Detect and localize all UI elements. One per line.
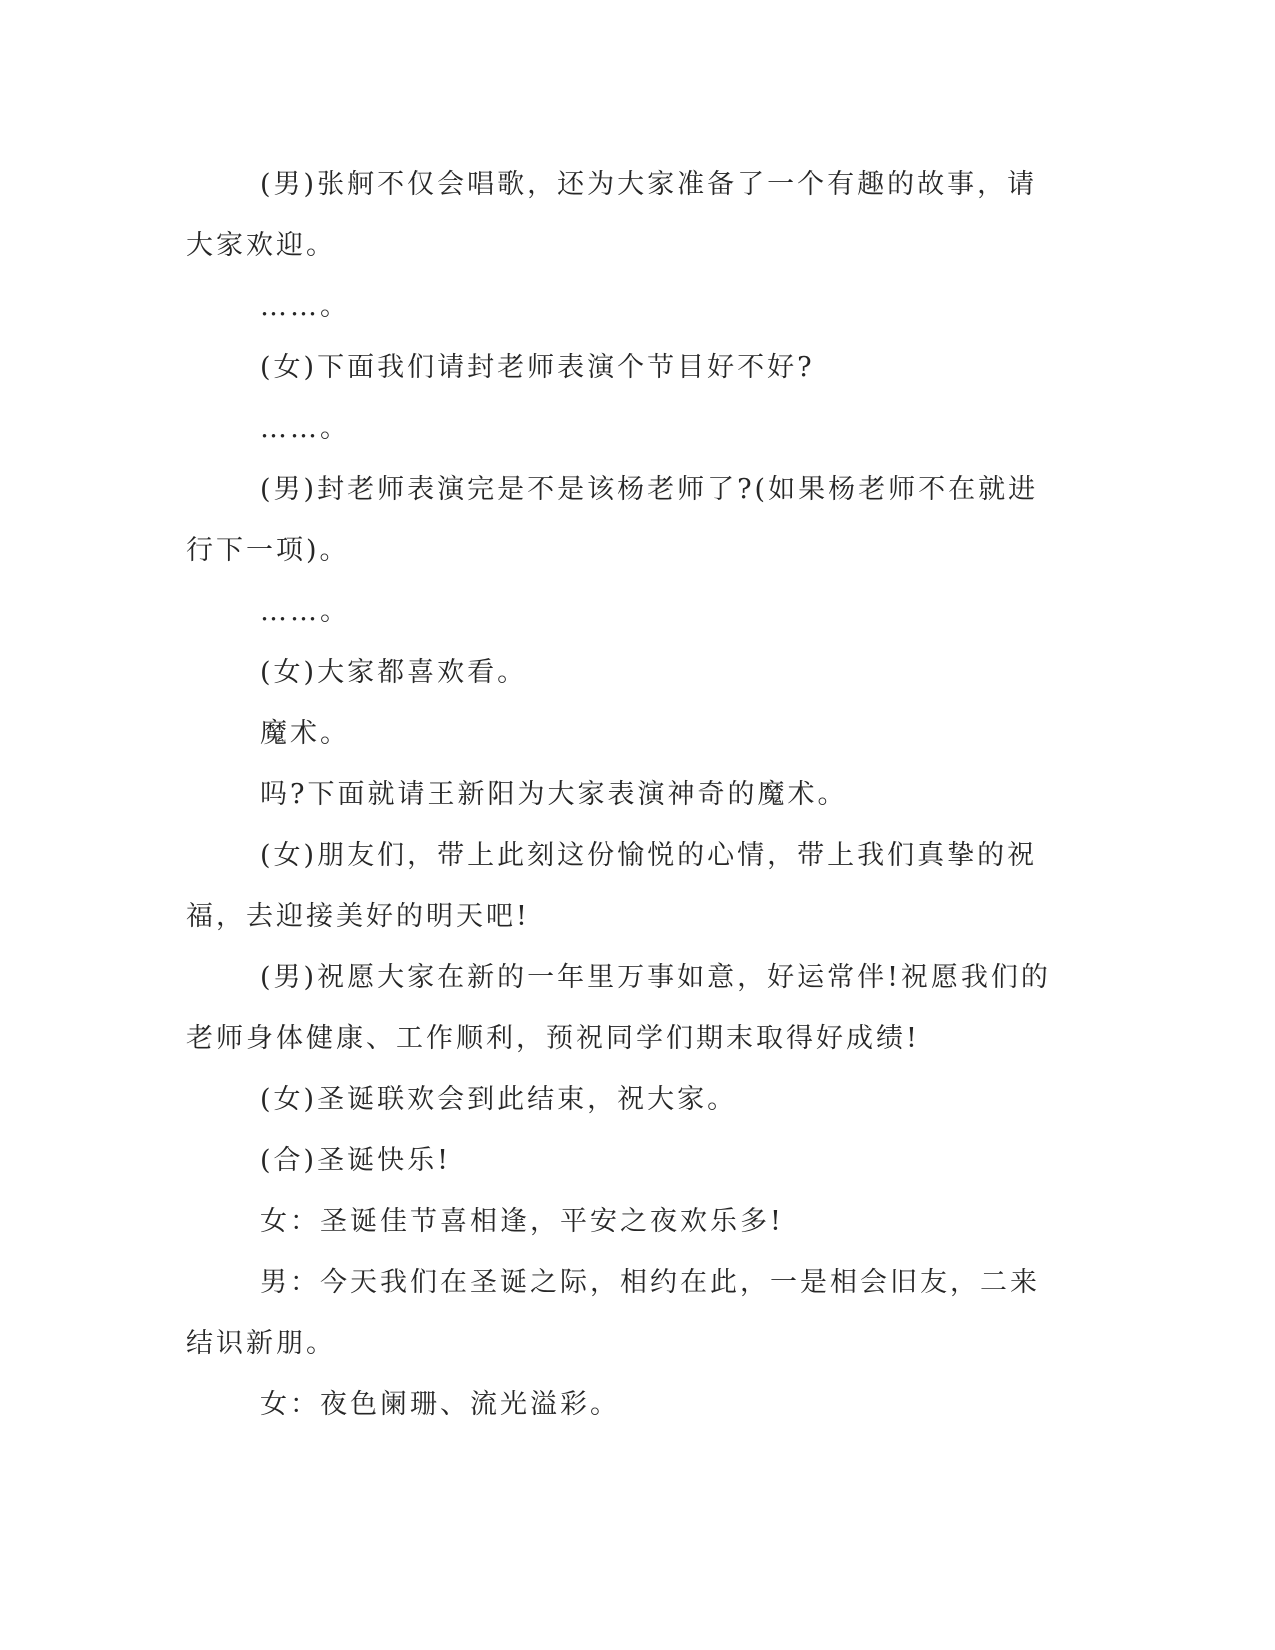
paragraph: (女)大家都喜欢看。 xyxy=(260,657,528,688)
paragraph: 吗?下面就请王新阳为大家表演神奇的魔术。 xyxy=(260,779,848,810)
paragraph: 女：圣诞佳节喜相逢，平安之夜欢乐多! xyxy=(260,1206,784,1237)
paragraph: ……。 xyxy=(260,291,350,322)
paragraph: 女：夜色阑珊、流光溢彩。 xyxy=(260,1389,620,1420)
document-body xyxy=(186,154,1066,1435)
paragraph: ……。 xyxy=(260,596,350,627)
paragraph: (女)朋友们，带上此刻这份愉悦的心情，带上我们真挚的祝福，去迎接美好的明天吧! xyxy=(186,840,1038,932)
paragraph: 魔术。 xyxy=(260,718,350,749)
paragraph: 男：今天我们在圣诞之际，相约在此，一是相会旧友，二来结识新朋。 xyxy=(186,1267,1040,1359)
paragraph: (男)祝愿大家在新的一年里万事如意，好运常伴!祝愿我们的老师身体健康、工作顺利，预祝同学们期末取得好成绩! xyxy=(186,962,1051,1054)
paragraph: (男)封老师表演完是不是该杨老师了?(如果杨老师不在就进行下一项)。 xyxy=(186,474,1039,566)
paragraph: (女)下面我们请封老师表演个节目好不好? xyxy=(260,352,815,383)
paragraph: (合)圣诞快乐! xyxy=(260,1145,451,1176)
paragraph: ……。 xyxy=(260,413,350,444)
paragraph: (女)圣诞联欢会到此结束，祝大家。 xyxy=(260,1084,738,1115)
paragraph: (男)张舸不仅会唱歌，还为大家准备了一个有趣的故事，请大家欢迎。 xyxy=(186,169,1038,261)
